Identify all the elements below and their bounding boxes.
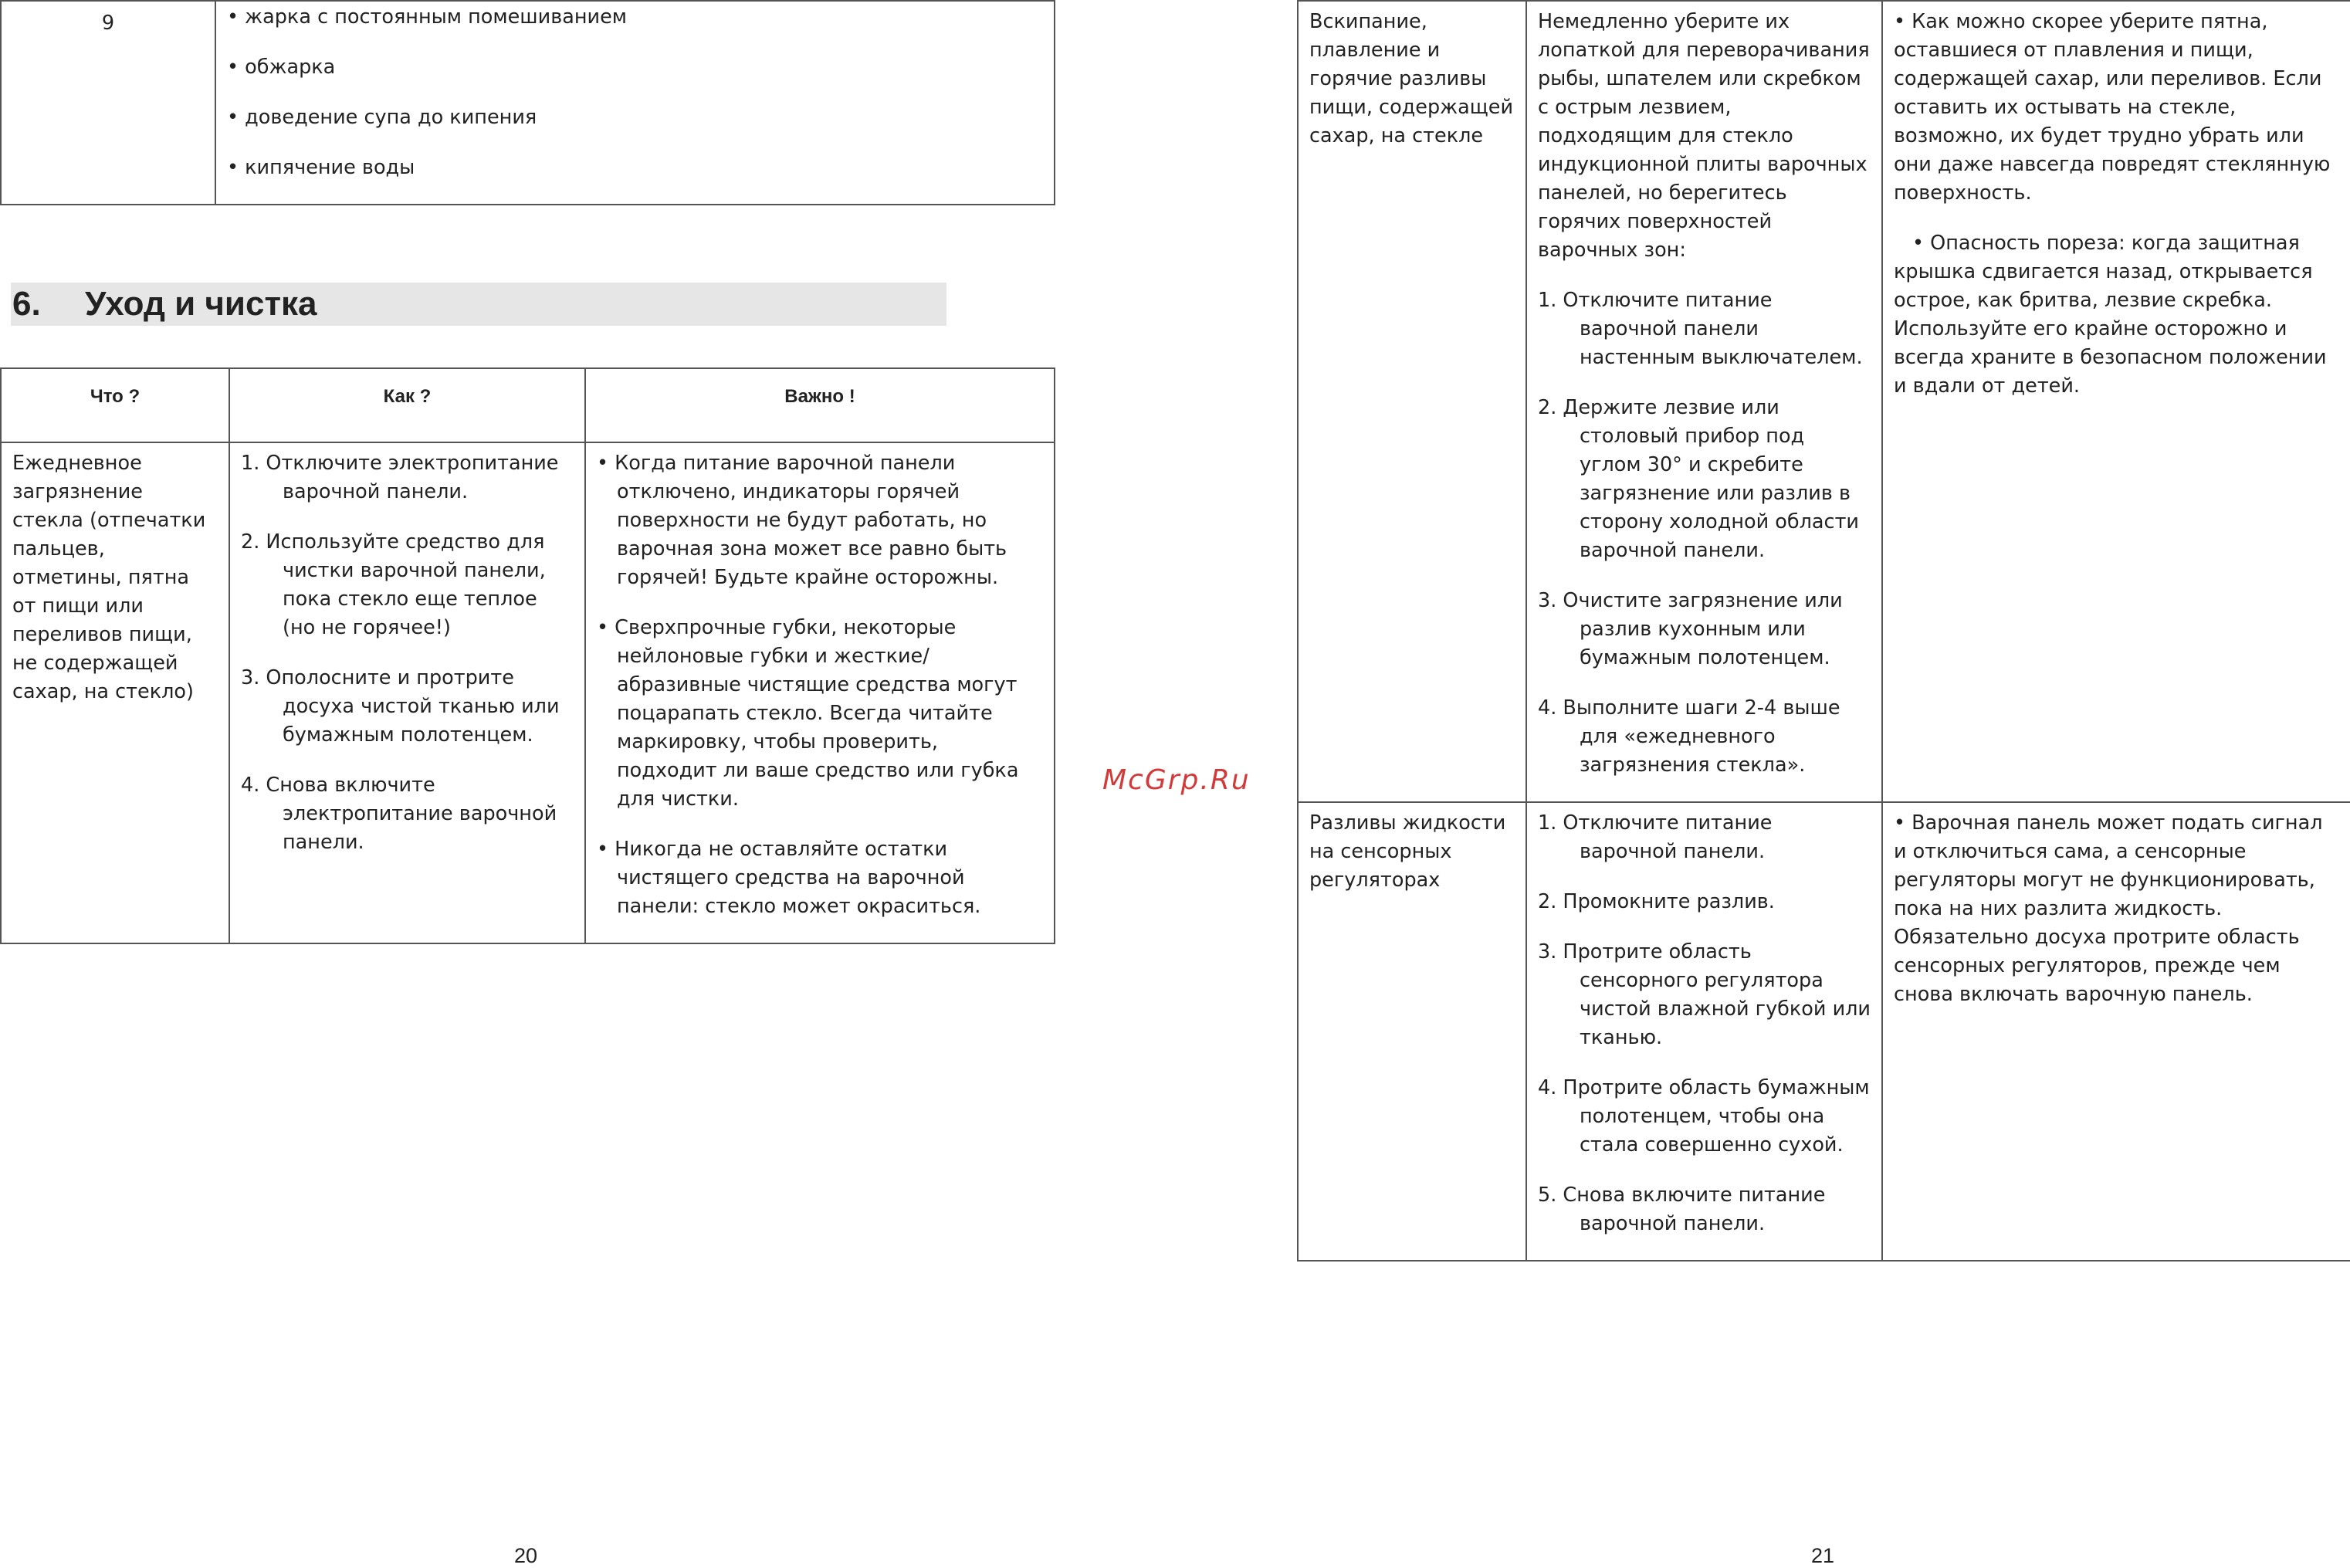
list-item: • Варочная панель может подать сигнал и отключиться сама, а сенсорные регуляторы могут не функционировать, пока на них разлита жидкость. Обязательно досуха протрите область сенсорных регуляторов, прежде чем снова включать варочную панель. [1894, 811, 2323, 1006]
header-what: Что ? [1, 368, 229, 442]
row1-how [229, 442, 585, 943]
list-item: 2. Промокните разлив. [1538, 890, 1775, 913]
list-item: • доведение супа до кипения [227, 106, 537, 129]
list-item: 1. Отключите питание варочной панели настенным выключателем. [1538, 289, 1863, 369]
cooking-modes-table [0, 0, 1055, 205]
list-item: • Опасность пореза: когда защитная крышка сдвигается назад, открывается острое, как бритва, лезвие скребка. Используйте его крайне осторожно и всегда храните в безопасном положении и вдали от детей. [1894, 232, 2327, 398]
row2-important [1882, 1, 2350, 802]
list-item: • Сверхпрочные губки, некоторые нейлоновые губки и жесткие/абразивные чистящие средства могут поцарапать стекло. Всегда читайте маркировку, чтобы проверить, подходит ли ваше средство или губка для чистки. [597, 616, 1019, 811]
row2-how [1526, 1, 1882, 802]
cooking-modes-list [227, 3, 1043, 182]
list-item: • обжарка [227, 56, 336, 79]
list-item: • Как можно скорее уберите пятна, оставшиеся от плавления и пищи, содержащей сахар, или переливов. Если оставить их остывать на стекле, возможно, их будет трудно убрать или они даже навсегда повредят стеклянную поверхность. [1894, 10, 2331, 205]
page-number-left: 20 [514, 1544, 538, 1567]
row3-what-text: Разливы жидкости на сенсорных регуляторах [1309, 811, 1506, 892]
list-item: • кипячение воды [227, 156, 415, 179]
row-number-cell [1, 1, 215, 205]
list-item: 1. Отключите питание варочной панели. [1538, 811, 1773, 863]
row1-what-text: Ежедневное загрязнение стекла (отпечатки пальцев, отметины, пятна от пищи или переливов пищи, не содержащей сахар, на стекло) [12, 452, 206, 703]
list-item: 1. Отключите электропитание варочной панели. [241, 452, 559, 503]
section-number: 6. [12, 285, 41, 323]
row1-notes [597, 449, 1043, 921]
list-item: 3. Ополосните и протрите досуха чистой тканью или бумажным полотенцем. [241, 666, 560, 747]
row3-what [1298, 802, 1526, 1261]
row1-steps [241, 449, 574, 857]
page-number-right: 21 [1811, 1544, 1835, 1567]
list-item: • жарка с постоянным помешиванием [227, 5, 628, 29]
row1-what [1, 442, 229, 943]
list-item: 3. Протрите область сенсорного регулятора чистой влажной губкой или тканью. [1538, 940, 1871, 1049]
row-number: 9 [101, 12, 115, 35]
list-item: • Когда питание варочной панели отключено, индикаторы горячей поверхности не будут работать, но варочная зона может все равно быть горячей! Будьте крайне осторожны. [597, 452, 1007, 589]
row1-important [585, 442, 1055, 943]
care-table-left [0, 367, 1055, 944]
header-how: Как ? [229, 368, 585, 442]
row2-steps [1538, 286, 1871, 780]
row3-how [1526, 802, 1882, 1261]
list-item: 4. Протрите область бумажным полотенцем, чтобы она стала совершенно сухой. [1538, 1076, 1870, 1157]
section-title: Уход и чистка [85, 285, 317, 323]
list-item: 2. Держите лезвие или столовый прибор под углом 30° и скребите загрязнение или разлив в сторону холодной области варочной панели. [1538, 396, 1860, 562]
row2-how-intro: Немедленно уберите их лопаткой для переворачивания рыбы, шпателем или скребком с острым лезвием, подходящим для стекло индукционной плиты варочных панелей, но берегитесь горячих поверхностей варочных зон: [1538, 10, 1870, 262]
header-important: Важно ! [585, 368, 1055, 442]
list-item: 5. Снова включите питание варочной панели. [1538, 1184, 1826, 1235]
section-heading [11, 283, 946, 326]
list-item: • Никогда не оставляйте остатки чистящего средства на варочной панели: стекло может окраситься. [597, 838, 981, 918]
list-item: 4. Выполните шаги 2-4 выше для «ежедневного загрязнения стекла». [1538, 696, 1840, 777]
list-item: 4. Снова включите электропитание варочной панели. [241, 774, 557, 854]
list-item: 3. Очистите загрязнение или разлив кухонным или бумажным полотенцем. [1538, 589, 1843, 669]
list-item: 2. Используйте средство для чистки варочной панели, пока стекло еще теплое (но не горячее!) [241, 530, 546, 639]
care-table-right [1297, 0, 2350, 1262]
row3-important [1882, 802, 2350, 1261]
row2-what [1298, 1, 1526, 802]
watermark: McGrp.Ru [1102, 764, 1251, 796]
row3-steps [1538, 809, 1871, 1238]
cooking-modes-cell [215, 1, 1055, 205]
row2-what-text: Вскипание, плавление и горячие разливы пищи, содержащей сахар, на стекле [1309, 10, 1514, 147]
